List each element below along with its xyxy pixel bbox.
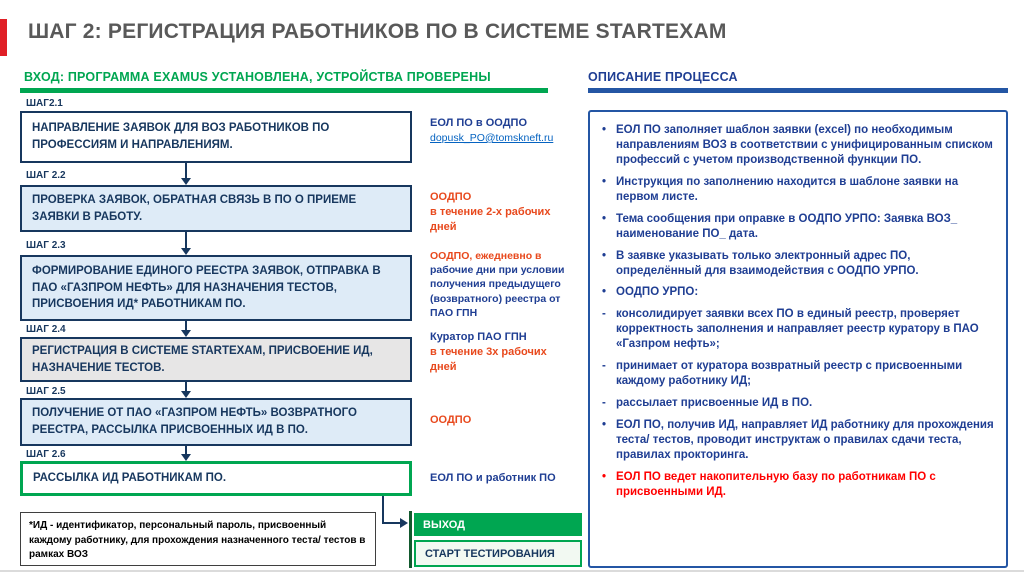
bullet-text: Инструкция по заполнению находится в шаблоне заявки на первом листе. (616, 175, 959, 203)
exit-connector-horizontal (382, 522, 401, 524)
step-2-3-note (430, 249, 580, 320)
exit-connector-arrowhead-icon (400, 518, 408, 528)
step-2-4-note (430, 330, 558, 375)
note-owner-2-5: ООДПО (430, 414, 472, 426)
bullet-marker: • (602, 286, 607, 299)
step-label-2-1: ШАГ2.1 (26, 98, 63, 109)
flow-step-2-6-text: РАССЫЛКА ИД РАБОТНИКАМ ПО. (33, 472, 227, 485)
note-owner-2-2: ООДПО (430, 191, 472, 203)
bullet-text: рассылает присвоенные ИД в ПО. (616, 397, 813, 410)
process-bullet-1 (602, 123, 994, 168)
bullet-marker: • (602, 175, 607, 188)
process-bullet-3 (602, 212, 994, 242)
flow-step-2-1-text: НАПРАВЛЕНИЕ ЗАЯВОК ДЛЯ ВОЗ РАБОТНИКОВ ПО ПРОФЕССИЯМ И НАПРАВЛЕНИЯМ. (32, 122, 330, 151)
bullet-marker: • (602, 470, 607, 483)
bullet-text: ЕОЛ ПО ведет накопительную базу по работникам ПО с присвоенными ИД. (616, 470, 936, 498)
process-subitem-3 (602, 396, 994, 411)
slide-bottom-divider (0, 570, 1024, 572)
flow-step-2-4-text: РЕГИСТРАЦИЯ В СИСТЕМЕ STARTEXAM, ПРИСВОЕНИЕ ИД, НАЗНАЧЕНИЕ ТЕСТОВ. (32, 344, 373, 374)
step-2-6-note (430, 471, 580, 486)
input-section-header: ВХОД: ПРОГРАММА EXAMUS УСТАНОВЛЕНА, УСТРОЙСТВА ПРОВЕРЕНЫ (24, 70, 491, 84)
dash-marker: - (602, 360, 606, 373)
process-bullet-4 (602, 249, 994, 279)
process-bullet-7-highlighted (602, 470, 994, 500)
note-owner-2-4: Куратор ПАО ГПН (430, 331, 527, 343)
flow-arrow-3 (185, 321, 187, 330)
process-bullet-2 (602, 175, 994, 205)
process-header-underline (588, 88, 1008, 93)
exit-connector-vertical (382, 496, 384, 524)
flow-step-2-5 (20, 398, 412, 446)
title-accent-bar (0, 19, 7, 56)
exit-label: ВЫХОД (414, 513, 582, 536)
start-testing-box: СТАРТ ТЕСТИРОВАНИЯ (414, 540, 582, 567)
bullet-marker: • (602, 212, 607, 225)
process-description-panel (588, 110, 1008, 568)
step-label-2-2: ШАГ 2.2 (26, 170, 66, 181)
exit-accent-bar (409, 511, 412, 568)
footnote-id-definition: *ИД - идентификатор, персональный пароль, присвоенный каждому работнику, для прохождения назначенного теста/ тестов в рамках ВОЗ (20, 512, 376, 566)
bullet-text: принимает от куратора возвратный реестр с присвоенными каждому работнику ИД; (616, 360, 963, 388)
email-link[interactable]: dopusk_PO@tomskneft.ru (430, 131, 554, 144)
flow-step-2-4 (20, 337, 412, 382)
step-label-2-6: ШАГ 2.6 (26, 449, 66, 460)
flow-step-2-6 (20, 461, 412, 496)
note-owner-2-1: ЕОЛ ПО в ООДПО (430, 117, 527, 129)
flow-step-2-3-text: ФОРМИРОВАНИЕ ЕДИНОГО РЕЕСТРА ЗАЯВОК, ОТПРАВКА В ПАО «ГАЗПРОМ НЕФТЬ» ДЛЯ НАЗНАЧЕНИЯ ТЕСТОВ, ПРИСВОЕНИЯ ИД* РАБОТНИКАМ ПО. (32, 264, 381, 311)
step-2-1-note (430, 116, 580, 145)
flow-arrow-2 (185, 232, 187, 248)
step-label-2-3: ШАГ 2.3 (26, 240, 66, 251)
note-owner-2-6: ЕОЛ ПО и работник ПО (430, 472, 556, 484)
process-bullet-6 (602, 418, 994, 463)
dash-marker: - (602, 308, 606, 321)
step-2-5-note (430, 413, 550, 428)
flow-step-2-3 (20, 255, 412, 321)
step-2-2-note (430, 190, 552, 235)
bullet-marker: • (602, 249, 607, 262)
flow-step-2-2-text: ПРОВЕРКА ЗАЯВОК, ОБРАТНАЯ СВЯЗЬ В ПО О ПРИЕМЕ ЗАЯВКИ В РАБОТУ. (32, 193, 357, 223)
note-condition-2-3: рабочие дни при условии получения предыдущего (возвратного) реестра от ПАО ГПН (430, 264, 565, 319)
flow-step-2-5-text: ПОЛУЧЕНИЕ ОТ ПАО «ГАЗПРОМ НЕФТЬ» ВОЗВРАТНОГО РЕЕСТРА, РАССЫЛКА ПРИСВОЕННЫХ ИД В ПО. (32, 407, 357, 436)
step-label-2-5: ШАГ 2.5 (26, 386, 66, 397)
note-duration-2-2: в течение 2-х рабочих дней (430, 205, 551, 233)
note-duration-2-4: в течение 3х рабочих дней (430, 345, 547, 373)
bullet-marker: • (602, 419, 607, 431)
flow-arrow-4 (185, 382, 187, 391)
process-subitem-2 (602, 359, 994, 389)
bullet-text: В заявке указывать только электронный адрес ПО, определённый для взаимодействия с ООДПО УРПО. (616, 249, 919, 277)
process-subitem-1 (602, 307, 994, 352)
bullet-text: ЕОЛ ПО, получив ИД, направляет ИД работнику для прохождения теста/ тестов, проводит инструктаж о правилах сдачи теста, правилах прокторинга. (616, 419, 994, 461)
page-title: ШАГ 2: РЕГИСТРАЦИЯ РАБОТНИКОВ ПО В СИСТЕМЕ STARTEXAM (28, 20, 727, 43)
flow-step-2-1 (20, 111, 412, 163)
flow-arrow-5 (185, 446, 187, 454)
flow-arrow-1 (185, 163, 187, 178)
bullet-text: ЕОЛ ПО заполняет шаблон заявки (excel) по необходимым направлениям ВОЗ в соответствии с унифицированным списком профессий с учетом производственной функции ПО. (616, 124, 993, 166)
step-label-2-4: ШАГ 2.4 (26, 324, 66, 335)
process-section-header: ОПИСАНИЕ ПРОЦЕССА (588, 70, 738, 84)
dash-marker: - (602, 397, 606, 410)
flow-step-2-2 (20, 185, 412, 232)
bullet-text: ООДПО УРПО: (616, 286, 699, 299)
bullet-marker: • (602, 124, 607, 136)
bullet-text: консолидирует заявки всех ПО в единый реестр, проверяет корректность заполнения и направляет реестр куратору в ПАО «Газпром нефть»; (616, 308, 979, 351)
bullet-text: Тема сообщения при оправке в ООДПО УРПО: Заявка ВОЗ_ наименование ПО_ дата. (616, 212, 958, 240)
note-owner-2-3: ООДПО, ежедневно в (430, 250, 542, 262)
process-bullet-5 (602, 285, 994, 300)
input-header-underline (20, 88, 548, 93)
